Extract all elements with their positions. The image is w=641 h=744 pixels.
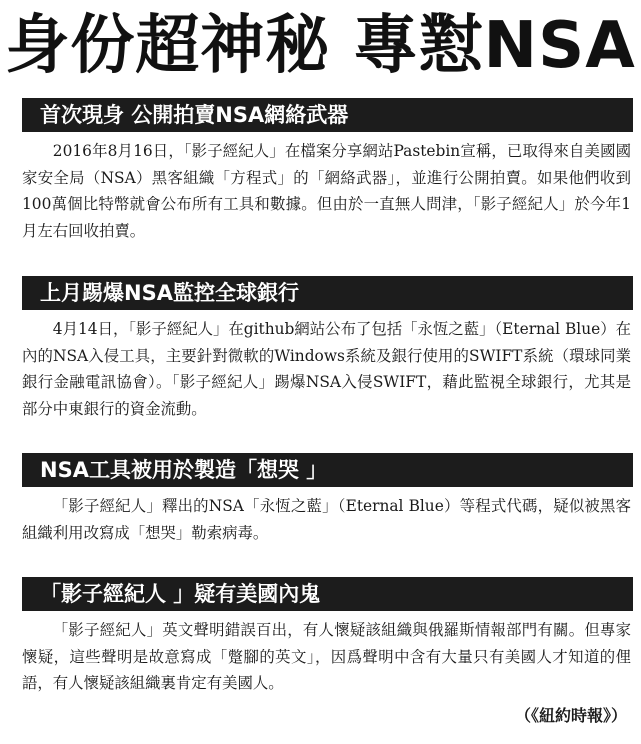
section-4 xyxy=(22,577,633,697)
section-2-heading: 上月踢爆NSA監控全球銀行 xyxy=(22,276,633,310)
section-2-body: 4月14日，「影子經紀人」在github網站公布了包括「永恆之藍」（Eternal Blue）在內的NSA入侵工具，主要針對微軟的Windows系統及銀行使用的SWIFT系統（環球同業銀行金融電訊協會）。「影子經紀人」踢爆NSA入侵SWIFT，藉此監視全球銀行，尤其是部分中東銀行的資金流動。 xyxy=(22,320,631,418)
section-1-body: 2016年8月16日，「影子經紀人」在檔案分享網站Pastebin宣稱，已取得來自美國國家安全局（NSA）黑客組織「方程式」的「網絡武器」，並進行公開拍賣。如果他們收到100萬個比特幣就會公布所有工具和數據。但由於一直無人問津，「影子經紀人」於今年1月左右回收拍賣。 xyxy=(22,142,631,240)
section-3 xyxy=(22,453,633,546)
section-3-heading: NSA工具被用於製造「想哭 」 xyxy=(22,453,633,487)
section-4-body: 「影子經紀人」英文聲明錯誤百出，有人懷疑該組織與俄羅斯情報部門有關。但專家懷疑，這些聲明是故意寫成「蹩腳的英文」，因爲聲明中含有大量只有美國人才知道的俚語，有人懷疑該組織裏肯定有美國人。 xyxy=(22,621,631,692)
section-1 xyxy=(22,98,633,244)
headline: 身份超神秘 專懟NSA xyxy=(5,9,636,83)
section-4-heading: 「影子經紀人 」疑有美國內鬼 xyxy=(22,577,633,611)
section-1-heading: 首次現身 公開拍賣NSA網絡武器 xyxy=(22,98,633,132)
section-2 xyxy=(22,276,633,422)
section-3-body: 「影子經紀人」釋出的NSA「永恆之藍」（Eternal Blue）等程式代碼，疑似被黑客組織利用改寫成「想哭」勒索病毒。 xyxy=(22,497,631,542)
source-credit: （《紐約時報》） xyxy=(514,706,627,725)
